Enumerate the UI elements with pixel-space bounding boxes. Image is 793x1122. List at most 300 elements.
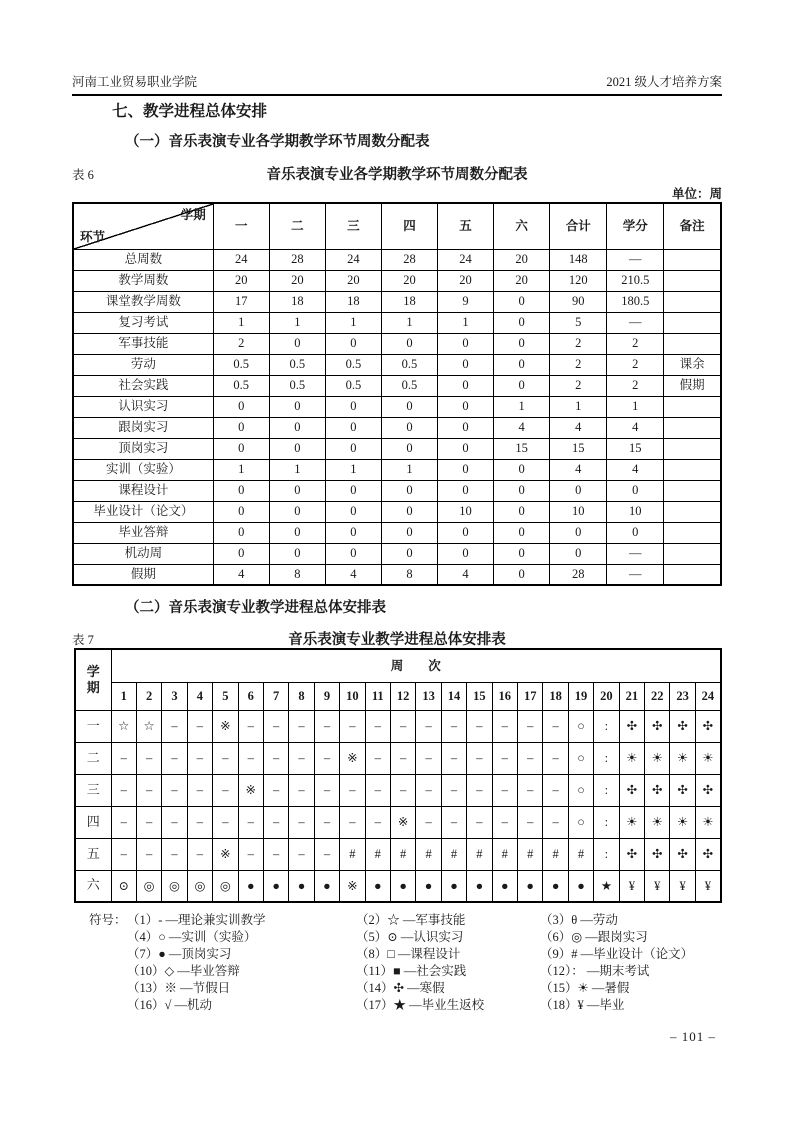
table7-week-cell: ☆ bbox=[111, 710, 136, 742]
table6-cell: 0 bbox=[269, 480, 325, 501]
table6-cell: 0 bbox=[494, 459, 550, 480]
table6-cell: 0 bbox=[438, 375, 494, 396]
table6-cell bbox=[664, 501, 721, 522]
table6-row bbox=[73, 291, 721, 312]
table7-week-cell: ✣ bbox=[645, 774, 670, 806]
table6 bbox=[72, 202, 722, 586]
table6-cell: 2 bbox=[550, 354, 607, 375]
table7-week-cell: : bbox=[594, 742, 619, 774]
table7-week-cell: – bbox=[441, 774, 466, 806]
table6-cell bbox=[664, 270, 721, 291]
table6-cell: 假期 bbox=[664, 375, 721, 396]
table6-cell: 0 bbox=[325, 522, 381, 543]
table6-cell bbox=[664, 438, 721, 459]
table6-cell: 0 bbox=[269, 333, 325, 354]
table6-cell: 0 bbox=[438, 396, 494, 417]
table7-week-cell: # bbox=[492, 838, 517, 870]
table6-cell: 4 bbox=[607, 459, 664, 480]
table6-row bbox=[73, 438, 721, 459]
table7-body bbox=[75, 710, 721, 902]
table6-cell: 2 bbox=[607, 333, 664, 354]
table6-cell: 1 bbox=[325, 459, 381, 480]
table6-cell: 0 bbox=[325, 480, 381, 501]
table7-week-cell: # bbox=[416, 838, 441, 870]
table6-cell: 180.5 bbox=[607, 291, 664, 312]
table6-cell: 0.5 bbox=[381, 354, 437, 375]
table6-cell: 0 bbox=[213, 480, 269, 501]
table7-week-number: 1 bbox=[111, 682, 136, 710]
page-header bbox=[72, 72, 722, 96]
table6-corner-stage-label: 环节 bbox=[80, 230, 106, 245]
table7-week-cell: # bbox=[441, 838, 466, 870]
table6-cell: 0.5 bbox=[269, 375, 325, 396]
table6-cell: 210.5 bbox=[607, 270, 664, 291]
legend-item: （7）● —顶岗实习 bbox=[127, 946, 232, 961]
table6-cell: 1 bbox=[269, 312, 325, 333]
table6-cell: 0 bbox=[494, 312, 550, 333]
table6-cell: 8 bbox=[269, 564, 325, 585]
table6-row-name: 认识实习 bbox=[73, 396, 213, 417]
legend-item: （6）◎ —跟岗实习 bbox=[540, 929, 648, 944]
table7-week-cell: – bbox=[238, 806, 263, 838]
table7-week-cell: ¥ bbox=[619, 870, 644, 902]
table7-week-cell: ✣ bbox=[695, 710, 721, 742]
table7-week-cell: – bbox=[441, 806, 466, 838]
table7-week-cell: – bbox=[162, 710, 187, 742]
table6-title: 音乐表演专业各学期教学环节周数分配表 bbox=[266, 167, 528, 183]
table6-cell: — bbox=[607, 312, 664, 333]
table7-week-number: 14 bbox=[441, 682, 466, 710]
table7-week-cell: # bbox=[568, 838, 593, 870]
table7-week-cell: – bbox=[263, 710, 288, 742]
table7-semester-name: 六 bbox=[75, 870, 111, 902]
table7-week-cell: – bbox=[213, 742, 238, 774]
table7-week-cell: – bbox=[365, 742, 390, 774]
table7-week-cell: – bbox=[136, 838, 161, 870]
table6-cell: 4 bbox=[494, 417, 550, 438]
legend-item: （4）○ —实训（实验） bbox=[127, 929, 257, 944]
table7-week-cell: – bbox=[543, 742, 568, 774]
table6-cell: 0 bbox=[381, 501, 437, 522]
table7-week-cell: # bbox=[467, 838, 492, 870]
table6-cell bbox=[664, 564, 721, 585]
table6-row bbox=[73, 354, 721, 375]
table6-cell: 0 bbox=[438, 333, 494, 354]
table6-corner-cell bbox=[73, 203, 213, 249]
legend-item: （14）✣ —寒假 bbox=[356, 980, 445, 995]
legend-item: （2）☆ —军事技能 bbox=[356, 912, 466, 927]
table7-week-cell: ○ bbox=[568, 806, 593, 838]
table6-cell: 1 bbox=[213, 459, 269, 480]
table6-cell: 2 bbox=[550, 333, 607, 354]
table6-cell: 90 bbox=[550, 291, 607, 312]
table6-cell: 18 bbox=[381, 291, 437, 312]
table7-week-cell: – bbox=[518, 774, 543, 806]
table7-week-cell: # bbox=[365, 838, 390, 870]
table6-cell: 10 bbox=[550, 501, 607, 522]
table6-cell: 0 bbox=[550, 522, 607, 543]
table7-week-number: 5 bbox=[213, 682, 238, 710]
table7-corner-char-2: 期 bbox=[86, 679, 100, 695]
table7-week-cell: ◎ bbox=[136, 870, 161, 902]
table7-week-cell: ※ bbox=[340, 742, 365, 774]
table6-cell: — bbox=[607, 249, 664, 270]
table6-cell: 28 bbox=[381, 249, 437, 270]
table6-cell: 0 bbox=[438, 459, 494, 480]
table7-week-cell: ● bbox=[365, 870, 390, 902]
table6-cell: 0.5 bbox=[381, 375, 437, 396]
table6-cell: 0.5 bbox=[269, 354, 325, 375]
table7-week-cell: – bbox=[187, 742, 212, 774]
table6-cell: 0 bbox=[438, 417, 494, 438]
table6-row-name: 军事技能 bbox=[73, 333, 213, 354]
legend-row bbox=[89, 978, 723, 995]
table6-row-name: 跟岗实习 bbox=[73, 417, 213, 438]
table7-week-cell: – bbox=[289, 742, 314, 774]
table7-week-cell: – bbox=[543, 710, 568, 742]
table7-week-cell: – bbox=[263, 838, 288, 870]
table6-cell: 0 bbox=[325, 438, 381, 459]
table7-week-cell: – bbox=[340, 774, 365, 806]
table6-cell: 18 bbox=[325, 291, 381, 312]
table6-cell: 10 bbox=[438, 501, 494, 522]
table6-cell: — bbox=[607, 564, 664, 585]
table6-cell bbox=[664, 333, 721, 354]
table7-week-cell: – bbox=[492, 710, 517, 742]
table6-cell bbox=[664, 543, 721, 564]
table6-cell: 24 bbox=[325, 249, 381, 270]
table6-cell: 1 bbox=[494, 396, 550, 417]
table7-week-cell: – bbox=[289, 710, 314, 742]
table7-week-cell: – bbox=[238, 710, 263, 742]
table7-week-cell: – bbox=[314, 742, 339, 774]
table7-week-cell: – bbox=[289, 838, 314, 870]
table7-week-cell: – bbox=[289, 774, 314, 806]
table6-cell: 17 bbox=[213, 291, 269, 312]
table7-week-cell: – bbox=[263, 742, 288, 774]
table6-row bbox=[73, 417, 721, 438]
table7-week-number: 18 bbox=[543, 682, 568, 710]
table6-cell: 1 bbox=[438, 312, 494, 333]
legend-row bbox=[89, 995, 723, 1012]
table7-week-cell: – bbox=[314, 774, 339, 806]
table7-week-cell: ◎ bbox=[162, 870, 187, 902]
table7-week-number: 8 bbox=[289, 682, 314, 710]
table6-row-name: 假期 bbox=[73, 564, 213, 585]
table7-week-number: 11 bbox=[365, 682, 390, 710]
table6-cell: 0 bbox=[269, 417, 325, 438]
table6-column-header: 合计 bbox=[550, 203, 607, 249]
table6-cell: 0 bbox=[494, 375, 550, 396]
table7-semester-row bbox=[75, 806, 721, 838]
table7-week-cell: ● bbox=[289, 870, 314, 902]
table7-week-cell: – bbox=[314, 710, 339, 742]
table6-cell: 0 bbox=[550, 480, 607, 501]
table7-week-number: 24 bbox=[695, 682, 721, 710]
table7-semester-row bbox=[75, 870, 721, 902]
table7-week-cell: – bbox=[187, 806, 212, 838]
table7-week-cell: – bbox=[111, 838, 136, 870]
table7-week-cell: ● bbox=[543, 870, 568, 902]
table7-caption bbox=[72, 628, 722, 649]
table6-cell bbox=[664, 249, 721, 270]
table6-column-header: 四 bbox=[381, 203, 437, 249]
table6-cell bbox=[664, 459, 721, 480]
table6-cell: 1 bbox=[213, 312, 269, 333]
table7-week-cell: – bbox=[187, 710, 212, 742]
table6-cell: 5 bbox=[550, 312, 607, 333]
table6-cell: 18 bbox=[269, 291, 325, 312]
table6-cell: 20 bbox=[494, 249, 550, 270]
table7-week-number: 6 bbox=[238, 682, 263, 710]
table7-week-cell: # bbox=[390, 838, 415, 870]
table6-cell: 0 bbox=[438, 543, 494, 564]
table7-week-number: 15 bbox=[467, 682, 492, 710]
table7-week-cell: – bbox=[416, 774, 441, 806]
table7-week-cell: – bbox=[416, 710, 441, 742]
table6-cell: — bbox=[607, 543, 664, 564]
table6-row bbox=[73, 249, 721, 270]
subsection1-title: （一）音乐表演专业各学期教学环节周数分配表 bbox=[125, 134, 430, 150]
table6-cell: 0 bbox=[213, 501, 269, 522]
table7-week-number: 7 bbox=[263, 682, 288, 710]
table6-row bbox=[73, 543, 721, 564]
table7 bbox=[74, 648, 722, 903]
table6-row bbox=[73, 375, 721, 396]
table6-cell: 1 bbox=[325, 312, 381, 333]
table6-cell: 1 bbox=[269, 459, 325, 480]
table6-cell: 0 bbox=[494, 333, 550, 354]
table7-semester-row bbox=[75, 838, 721, 870]
table7-week-cell: ★ bbox=[594, 870, 619, 902]
table6-cell: 0 bbox=[438, 354, 494, 375]
legend-item: （15）☀ —暑假 bbox=[540, 980, 630, 995]
table7-week-cell: – bbox=[492, 742, 517, 774]
table7-week-cell: ✣ bbox=[619, 774, 644, 806]
legend-item: （1）- —理论兼实训教学 bbox=[127, 912, 266, 927]
table7-week-cell: ○ bbox=[568, 710, 593, 742]
table6-cell: 2 bbox=[213, 333, 269, 354]
legend-row bbox=[89, 927, 723, 944]
table6-cell: 0 bbox=[381, 438, 437, 459]
table6-cell bbox=[664, 291, 721, 312]
table6-cell: 0.5 bbox=[325, 375, 381, 396]
table6-row bbox=[73, 270, 721, 291]
legend-row bbox=[89, 910, 723, 927]
legend-item: （9）# —毕业设计（论文） bbox=[540, 946, 694, 961]
table6-cell: 148 bbox=[550, 249, 607, 270]
table7-week-cell: – bbox=[213, 774, 238, 806]
table6-cell: 0.5 bbox=[325, 354, 381, 375]
table6-column-header: 六 bbox=[494, 203, 550, 249]
table7-week-cell: – bbox=[543, 774, 568, 806]
table7-week-cell: ¥ bbox=[670, 870, 695, 902]
table6-cell: 0 bbox=[213, 522, 269, 543]
table7-week-cell: – bbox=[162, 806, 187, 838]
table6-row bbox=[73, 480, 721, 501]
legend-item: （3）θ —劳动 bbox=[540, 912, 618, 927]
table7-week-cell: ✣ bbox=[619, 710, 644, 742]
table6-row-name: 课程设计 bbox=[73, 480, 213, 501]
table7-week-cell: – bbox=[390, 710, 415, 742]
page-number: – 101 – bbox=[670, 1029, 716, 1044]
table7-week-cell: ✣ bbox=[670, 838, 695, 870]
table7-week-cell: ● bbox=[238, 870, 263, 902]
table6-cell: 4 bbox=[325, 564, 381, 585]
table6-cell: 0 bbox=[550, 543, 607, 564]
table7-week-cell: ✣ bbox=[645, 838, 670, 870]
table6-cell: 0.5 bbox=[213, 354, 269, 375]
table7-week-cell: ✣ bbox=[645, 710, 670, 742]
table6-header-row bbox=[73, 203, 721, 249]
table7-week-cell: – bbox=[441, 710, 466, 742]
table6-cell: 0 bbox=[381, 396, 437, 417]
table7-week-cell: – bbox=[467, 774, 492, 806]
table6-row-name: 实训（实验） bbox=[73, 459, 213, 480]
legend-item: （17）★ —毕业生返校 bbox=[356, 997, 485, 1012]
table6-cell: 0 bbox=[213, 417, 269, 438]
table7-semester-name: 二 bbox=[75, 742, 111, 774]
table6-cell: 0 bbox=[438, 480, 494, 501]
table7-week-cell: ⊙ bbox=[111, 870, 136, 902]
legend-item: （13）※ —节假日 bbox=[127, 980, 231, 995]
table6-cell: 20 bbox=[381, 270, 437, 291]
legend-item: （16）√ —机动 bbox=[127, 997, 212, 1012]
table7-week-cell: : bbox=[594, 838, 619, 870]
table6-cell: 28 bbox=[550, 564, 607, 585]
table6-cell: 4 bbox=[213, 564, 269, 585]
table7-week-cell: ☀ bbox=[670, 742, 695, 774]
table7-week-cell: : bbox=[594, 806, 619, 838]
table7-semester-name: 五 bbox=[75, 838, 111, 870]
table7-week-cell: ※ bbox=[238, 774, 263, 806]
table7-week-number: 20 bbox=[594, 682, 619, 710]
table7-week-cell: ☀ bbox=[670, 806, 695, 838]
table7-week-cell: ☀ bbox=[619, 806, 644, 838]
table7-week-cell: – bbox=[263, 774, 288, 806]
table6-column-header: 一 bbox=[213, 203, 269, 249]
table6-cell bbox=[664, 522, 721, 543]
symbol-legend bbox=[89, 910, 723, 1012]
table6-cell: 0 bbox=[213, 543, 269, 564]
table6-cell: 0 bbox=[494, 522, 550, 543]
table7-week-cell: – bbox=[314, 806, 339, 838]
table7-week-cell: – bbox=[390, 774, 415, 806]
table7-week-cell: – bbox=[111, 742, 136, 774]
table6-cell: 0 bbox=[607, 522, 664, 543]
table7-week-cell: ☆ bbox=[136, 710, 161, 742]
subsection2-title: （二）音乐表演专业教学进程总体安排表 bbox=[125, 600, 386, 616]
table7-week-number: 21 bbox=[619, 682, 644, 710]
table6-row bbox=[73, 396, 721, 417]
table6-cell: 2 bbox=[550, 375, 607, 396]
table6-cell: 8 bbox=[381, 564, 437, 585]
table7-week-number: 16 bbox=[492, 682, 517, 710]
table7-semester-name: 四 bbox=[75, 806, 111, 838]
table7-week-cell: – bbox=[213, 806, 238, 838]
table6-column-header: 备注 bbox=[664, 203, 721, 249]
table7-week-cell: – bbox=[365, 774, 390, 806]
table6-row-name: 毕业设计（论文） bbox=[73, 501, 213, 522]
table6-cell: 9 bbox=[438, 291, 494, 312]
table7-week-number: 23 bbox=[670, 682, 695, 710]
table6-body bbox=[73, 249, 721, 585]
table7-week-cell: – bbox=[441, 742, 466, 774]
table7-week-cell: # bbox=[340, 838, 365, 870]
table7-week-cell: ● bbox=[263, 870, 288, 902]
table7-week-cell: ¥ bbox=[695, 870, 721, 902]
table7-week-cell: – bbox=[263, 806, 288, 838]
table6-row bbox=[73, 312, 721, 333]
legend-row bbox=[89, 944, 723, 961]
table6-cell: 0 bbox=[381, 480, 437, 501]
table7-week-cell: – bbox=[111, 774, 136, 806]
table6-row bbox=[73, 459, 721, 480]
table7-week-cell: ● bbox=[518, 870, 543, 902]
table7-week-cell: ● bbox=[568, 870, 593, 902]
table6-column-header: 学分 bbox=[607, 203, 664, 249]
table7-week-cell: ¥ bbox=[645, 870, 670, 902]
table6-cell: 120 bbox=[550, 270, 607, 291]
table7-semester-row bbox=[75, 742, 721, 774]
table6-column-header: 三 bbox=[325, 203, 381, 249]
table7-week-cell: ✣ bbox=[695, 774, 721, 806]
table6-cell: 4 bbox=[550, 417, 607, 438]
table6-cell bbox=[664, 396, 721, 417]
table7-week-cell: ● bbox=[416, 870, 441, 902]
table6-cell: 0 bbox=[269, 543, 325, 564]
table7-week-cell: # bbox=[518, 838, 543, 870]
table6-cell: 0 bbox=[269, 438, 325, 459]
table6-cell: 4 bbox=[550, 459, 607, 480]
table7-week-cell: ● bbox=[314, 870, 339, 902]
table7-week-cell: ☀ bbox=[695, 806, 721, 838]
table7-corner-semester-label bbox=[75, 649, 111, 710]
table6-caption bbox=[72, 163, 722, 184]
table6-row-name: 劳动 bbox=[73, 354, 213, 375]
table7-week-cell: – bbox=[365, 806, 390, 838]
table7-semester-name: 一 bbox=[75, 710, 111, 742]
table7-week-cell: – bbox=[518, 806, 543, 838]
table7-week-cell: – bbox=[238, 742, 263, 774]
table6-cell: 15 bbox=[550, 438, 607, 459]
section-title: 七、教学进程总体安排 bbox=[112, 103, 268, 120]
table6-cell: 15 bbox=[607, 438, 664, 459]
table7-week-number: 13 bbox=[416, 682, 441, 710]
table7-week-cell: – bbox=[187, 838, 212, 870]
table7-week-cell: – bbox=[518, 742, 543, 774]
table7-week-cell: – bbox=[238, 838, 263, 870]
legend-item: （11）■ —社会实践 bbox=[356, 963, 467, 978]
table6-cell: 0 bbox=[494, 501, 550, 522]
table7-week-cell: – bbox=[492, 806, 517, 838]
table6-cell: 24 bbox=[213, 249, 269, 270]
table7-week-cell: – bbox=[416, 742, 441, 774]
table7-week-number: 9 bbox=[314, 682, 339, 710]
table6-cell: 0 bbox=[381, 522, 437, 543]
table6-cell: 0 bbox=[381, 417, 437, 438]
table6-cell: 0 bbox=[269, 501, 325, 522]
table6-cell: 1 bbox=[381, 312, 437, 333]
table7-week-cell: ● bbox=[390, 870, 415, 902]
table6-cell: 0 bbox=[325, 333, 381, 354]
table7-week-header: 周 次 bbox=[111, 649, 721, 682]
table7-week-cell: – bbox=[136, 774, 161, 806]
table7-week-cell: – bbox=[289, 806, 314, 838]
table7-semester-name: 三 bbox=[75, 774, 111, 806]
table7-week-cell: – bbox=[162, 742, 187, 774]
table7-week-cell: ✣ bbox=[695, 838, 721, 870]
